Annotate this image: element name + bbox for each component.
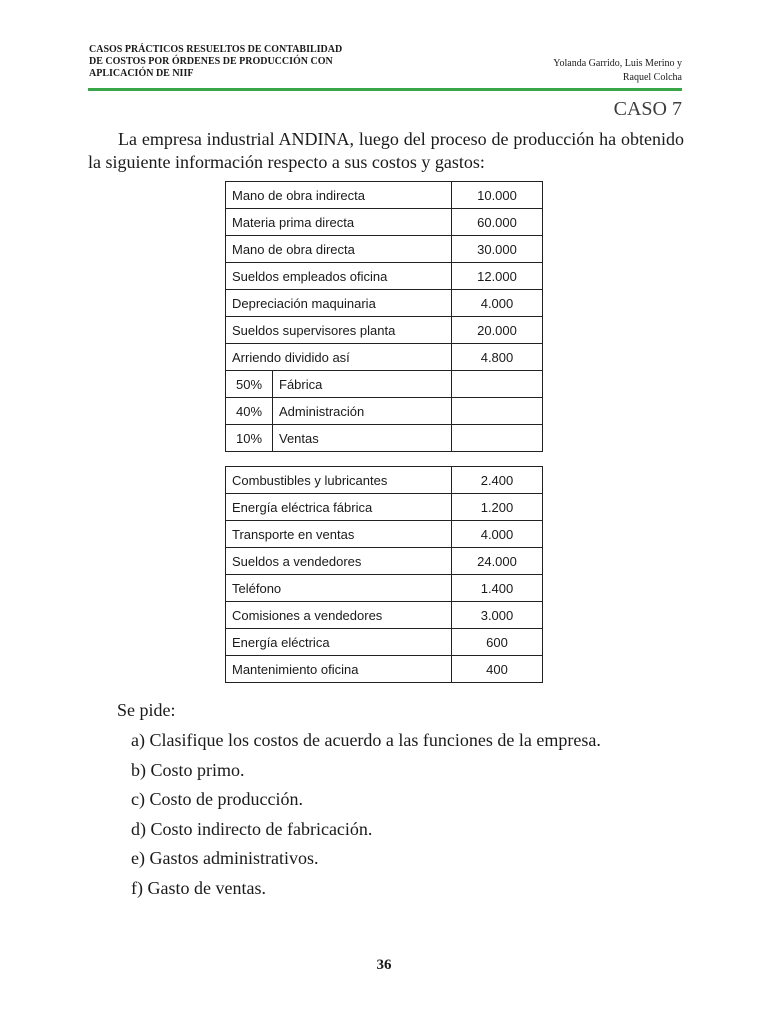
- amount-cell: 20.000: [452, 317, 543, 344]
- amount-cell: 30.000: [452, 236, 543, 263]
- area-cell: Administración: [273, 398, 452, 425]
- percent-cell: 50%: [226, 371, 273, 398]
- area-cell: Fábrica: [273, 371, 452, 398]
- page-number: 36: [376, 957, 392, 973]
- concept-cell: Teléfono: [226, 575, 452, 602]
- table-row: [226, 656, 543, 683]
- table-row: [226, 344, 543, 371]
- rent-split-row: [226, 371, 543, 398]
- table-row: [226, 317, 543, 344]
- concept-cell: Sueldos a vendedores: [226, 548, 452, 575]
- concept-cell: Depreciación maquinaria: [226, 290, 452, 317]
- amount-cell: 1.200: [452, 494, 543, 521]
- authors-line: Raquel Colcha: [622, 72, 682, 83]
- table-row: [226, 602, 543, 629]
- costs-table-1: [225, 181, 543, 452]
- table-row: [226, 236, 543, 263]
- list-item: d) Costo indirecto de fabricación.: [131, 818, 373, 839]
- concept-cell: Comisiones a vendedores: [226, 602, 452, 629]
- amount-cell: 400: [452, 656, 543, 683]
- amount-cell: 24.000: [452, 548, 543, 575]
- list-item: a) Clasifique los costos de acuerdo a las funciones de la empresa.: [131, 730, 601, 750]
- concept-cell: Sueldos empleados oficina: [226, 263, 452, 290]
- table-row: [226, 290, 543, 317]
- table-row: [226, 467, 543, 494]
- intro-paragraph: La empresa industrial ANDINA, luego del proceso de producción ha obtenido la siguiente información respecto a sus costos y gastos:: [88, 129, 684, 172]
- empty-cell: [452, 398, 543, 425]
- list-item: e) Gastos administrativos.: [131, 848, 319, 868]
- rent-split-row: [226, 425, 543, 452]
- table-row: [226, 521, 543, 548]
- authors-line: Yolanda Garrido, Luis Merino y: [553, 58, 682, 69]
- amount-cell: 600: [452, 629, 543, 656]
- concept-cell: Energía eléctrica: [226, 629, 452, 656]
- amount-cell: 4.000: [452, 290, 543, 317]
- amount-cell: 4.000: [452, 521, 543, 548]
- empty-cell: [452, 371, 543, 398]
- concept-cell: Combustibles y lubricantes: [226, 467, 452, 494]
- empty-cell: [452, 425, 543, 452]
- amount-cell: 4.800: [452, 344, 543, 371]
- amount-cell: 10.000: [452, 182, 543, 209]
- area-cell: Ventas: [273, 425, 452, 452]
- amount-cell: 1.400: [452, 575, 543, 602]
- concept-cell: Arriendo dividido así: [226, 344, 452, 371]
- concept-cell: Mano de obra directa: [226, 236, 452, 263]
- amount-cell: 12.000: [452, 263, 543, 290]
- rent-split-row: [226, 398, 543, 425]
- percent-cell: 40%: [226, 398, 273, 425]
- concept-cell: Transporte en ventas: [226, 521, 452, 548]
- questions-list: [131, 729, 601, 906]
- percent-cell: 10%: [226, 425, 273, 452]
- list-item: f) Gasto de ventas.: [131, 877, 266, 898]
- table-row: [226, 629, 543, 656]
- table-row: [226, 575, 543, 602]
- concept-cell: Materia prima directa: [226, 209, 452, 236]
- book-title-line: CASOS PRÁCTICOS RESUELTOS DE CONTABILIDAD: [89, 44, 343, 55]
- table-row: [226, 263, 543, 290]
- amount-cell: 3.000: [452, 602, 543, 629]
- table-row: [226, 494, 543, 521]
- amount-cell: 60.000: [452, 209, 543, 236]
- header-divider: [88, 88, 682, 91]
- se-pide-label: Se pide:: [117, 700, 176, 720]
- costs-table-2: [225, 466, 543, 683]
- concept-cell: Mantenimiento oficina: [226, 656, 452, 683]
- list-item: c) Costo de producción.: [131, 789, 303, 809]
- table-row: [226, 209, 543, 236]
- authors: [482, 57, 682, 85]
- concept-cell: Sueldos supervisores planta: [226, 317, 452, 344]
- table-row: [226, 182, 543, 209]
- book-title-line: DE COSTOS POR ÓRDENES DE PRODUCCIÓN CON: [89, 56, 333, 67]
- concept-cell: Mano de obra indirecta: [226, 182, 452, 209]
- list-item: b) Costo primo.: [131, 759, 245, 780]
- amount-cell: 2.400: [452, 467, 543, 494]
- case-title: CASO 7: [613, 98, 682, 120]
- concept-cell: Energía eléctrica fábrica: [226, 494, 452, 521]
- book-title: [89, 44, 389, 80]
- table-row: [226, 548, 543, 575]
- book-title-line: APLICACIÓN DE NIIF: [89, 68, 194, 79]
